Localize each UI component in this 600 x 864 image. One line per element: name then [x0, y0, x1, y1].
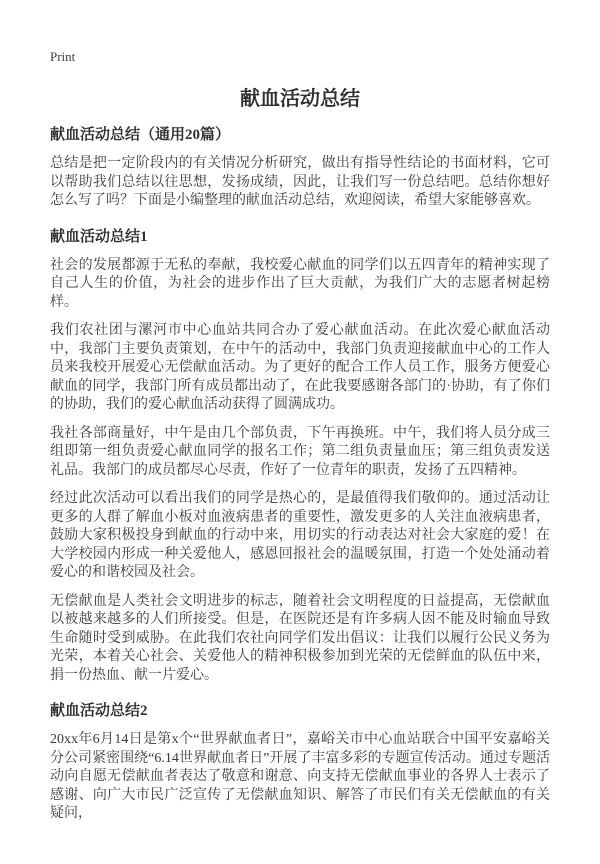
page-title: 献血活动总结: [240, 88, 360, 110]
intro-paragraph: 总结是把一定阶段内的有关情况分析研究，做出有指导性结论的书面材料，它可以帮助我们总结以往思想，发扬成绩，因此，让我们写一份总结吧。总结你想好怎么写了吗？下面是小编整理的献血活动总结，欢迎阅读，希望大家能够喜欢。: [50, 156, 550, 208]
sections-container: [50, 227, 550, 824]
section-heading: 献血活动总结2: [50, 703, 148, 719]
summary-section: [50, 227, 550, 686]
print-link[interactable]: Print: [50, 49, 76, 64]
section-heading: 献血活动总结1: [50, 228, 148, 245]
body-paragraph: 我社各部商量好，中午是由几个部负责，下午再换班。中午，我们将人员分成三组即第一组负责爱心献血同学的报名工作；第二组负责量血压；第三组负责发送礼品。我部门的成员都尽心尽责，作好了一位青年的职责，发扬了五四精神。: [50, 425, 550, 478]
summary-section: [50, 701, 550, 824]
body-paragraph: 无偿献血是人类社会文明进步的标志，随着社会文明程度的日益提高，无偿献血以被越来越多的人们所接受。但是，在医院还是有许多病人因不能及时输血导致生命随时受到威胁。在此我们农社向同学们发出倡议：让我们以履行公民义务为光荣，本着关心社会、关爱他人的精神积极参加到光荣的无偿鲜血的队伍中来，捐一份热血、献一片爱心。: [50, 593, 550, 683]
document-subtitle: 献血活动总结（通用20篇）: [50, 127, 231, 143]
body-paragraph: 20xx年6月14日是第x个“世界献血者日”，嘉峪关市中心血站联合中国平安嘉峪关分公司紧密围绕“6.14世界献血者日”开展了丰富多彩的专题宣传活动。通过专题活动向自愿无偿献血者表达了敬意和谢意、向支持无偿献血事业的各界人士表示了感谢、向广大市民广泛宣传了无偿献血知识、解答了市民们有关无偿献血的有关疑问，: [50, 732, 550, 821]
body-paragraph: 社会的发展都源于无私的奉献，我校爱心献血的同学们以五四青年的精神实现了自己人生的价值，为社会的进步作出了巨大贡献，为我们广大的志愿者树起榜样。: [50, 257, 550, 310]
body-paragraph: 我们农社团与漯河市中心血站共同合办了爱心献血活动。在此次爱心献血活动中，我部门主要负责策划，在中午的活动中，我部门负责迎接献血中心的工作人员来我校开展爱心无偿献血活动。为了更好的配合工作人员工作，服务方便爱心献血的同学，我部门所有成员都出动了，在此我要感谢各部门的·协助，有了你们的协助，我们的爱心献血活动获得了圆满成功。: [50, 323, 550, 412]
body-paragraph: 经过此次活动可以看出我们的同学是热心的，是最值得我们敬仰的。通过活动让更多的人群了解血小板对血液病患者的重要性，激发更多的人关注血液病患者，鼓励大家积极投身到献血的行动中来，用切实的行动表达对社会大家庭的爱！在大学校园内形成一种关爱他人，感恩回报社会的温暖氛围，打造一个处处涌动着爱心的和谐校园及社会。: [50, 491, 550, 580]
